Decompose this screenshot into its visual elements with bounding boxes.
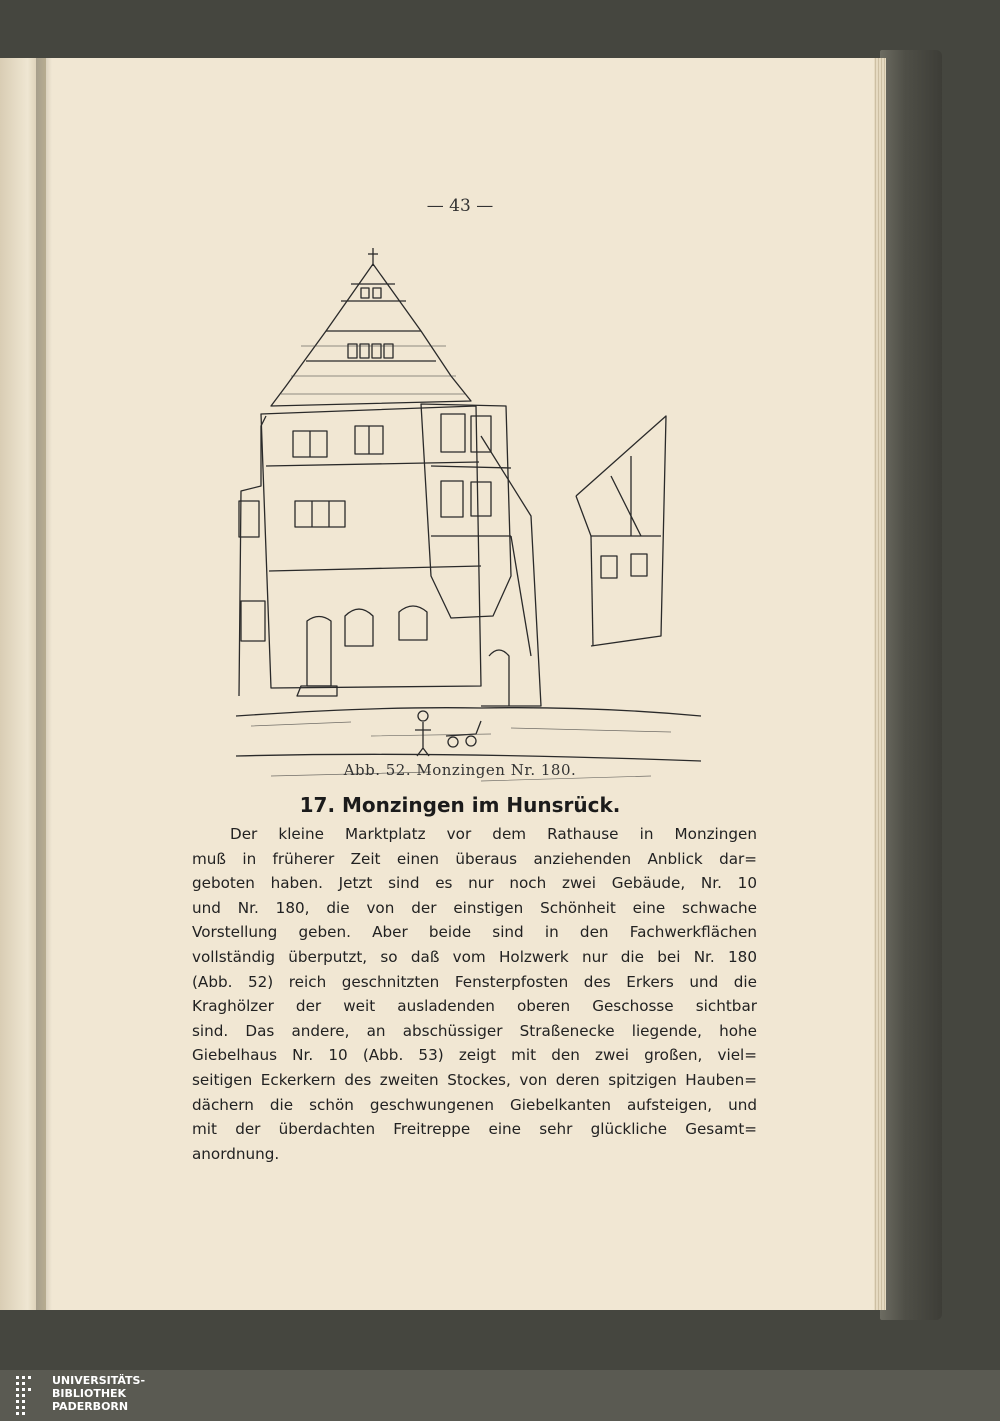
book-page <box>46 58 874 1310</box>
page-number: — 43 — <box>426 196 494 216</box>
body-line: Vorstellung geben. Aber beide sind in den Fachwerkflächen <box>192 923 757 942</box>
body-line: seitigen Eckerkern des zweiten Stockes, von deren spitzigen Hauben= <box>192 1070 757 1089</box>
body-line: vollständig überputzt, so daß vom Holzwerk nur die bei Nr. 180 <box>192 947 757 966</box>
footer-bar <box>0 1370 1000 1421</box>
logo-line: BIBLIOTHEK <box>52 1387 127 1400</box>
book-cover <box>880 50 942 1320</box>
body-line: (Abb. 52) reich geschnitzten Fensterpfosten des Erkers und die <box>192 972 757 991</box>
logo-line: UNIVERSITÄTS- <box>52 1374 146 1387</box>
figure-caption: Abb. 52. Monzingen Nr. 180. <box>343 761 577 779</box>
logo-line: PADERBORN <box>52 1400 129 1413</box>
page-gutter <box>36 58 52 1310</box>
library-logo-icon[interactable] <box>14 1374 44 1418</box>
house-illustration <box>231 236 711 808</box>
body-line: geboten haben. Jetzt sind es nur noch zwei Gebäude, Nr. 10 <box>192 874 757 893</box>
body-line: anordnung. <box>192 1144 280 1163</box>
body-line: muß in früherer Zeit einen überaus anziehenden Anblick dar= <box>192 849 757 868</box>
body-line: dächern die schön geschwungenen Giebelkanten aufsteigen, und <box>192 1095 757 1114</box>
body-line: sind. Das andere, an abschüssiger Straßenecke liegende, hohe <box>192 1021 757 1040</box>
body-text <box>192 822 757 1166</box>
body-line: Giebelhaus Nr. 10 (Abb. 53) zeigt mit den zwei großen, viel= <box>192 1046 757 1065</box>
body-line: Kraghölzer der weit ausladenden oberen Geschosse sichtbar <box>192 997 757 1016</box>
body-line: und Nr. 180, die von der einstigen Schönheit eine schwache <box>192 898 757 917</box>
body-line: Der kleine Marktplatz vor dem Rathause in Monzingen <box>230 825 757 843</box>
library-logo-text[interactable] <box>52 1374 145 1413</box>
section-heading: 17. Monzingen im Hunsrück. <box>299 793 621 817</box>
body-line: mit der überdachten Freitreppe eine sehr glückliche Gesamt= <box>192 1120 757 1139</box>
